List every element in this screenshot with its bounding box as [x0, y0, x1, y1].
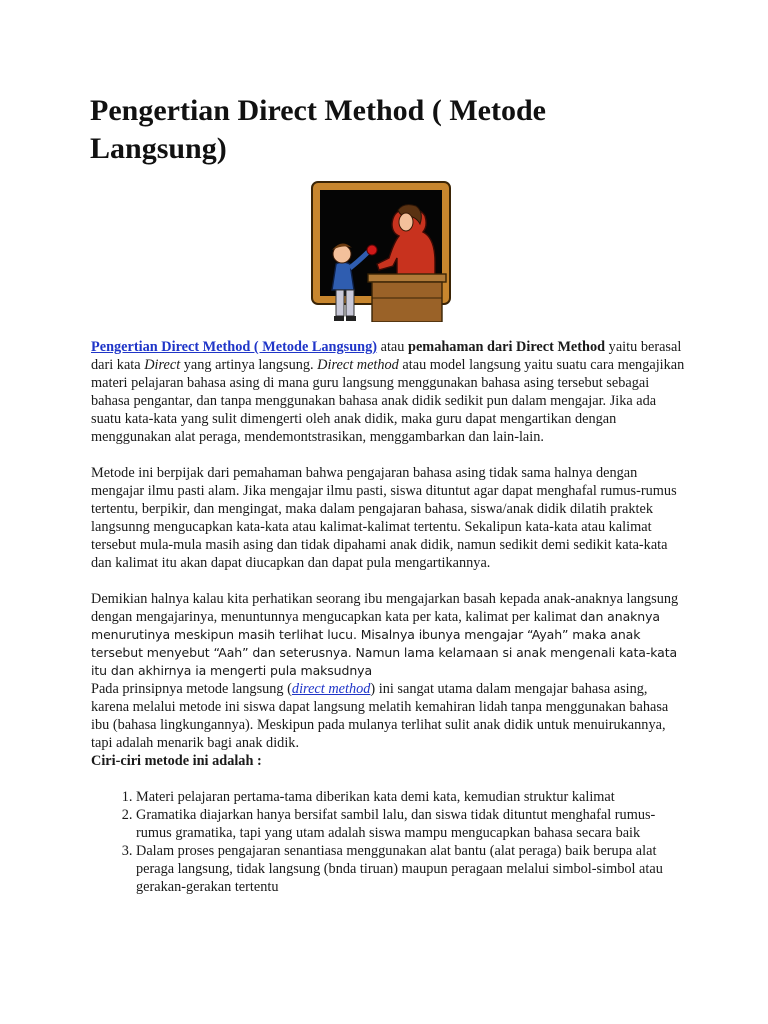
- direct-method-paragraph: Pada prinsipnya metode langsung (direct method) ini sangat utama dalam mengajar bahasa asing, karena melalui metode ini siswa dapat langsung melatih kemahiran lidah tanpa menggunakan bahasa ibu (bahasa lingkungannya). Meskipun pada mulanya terlihat sulit anak didik untuk menuirukannya, tapi adalah menarik bagi anak didik.: [91, 681, 669, 751]
- teacher-student-illustration: [310, 180, 452, 322]
- bold-phrase: pemahaman dari Direct Method: [408, 339, 606, 355]
- principle-paragraph: Metode ini berpijak dari pemahaman bahwa pengajaran bahasa asing tidak sama halnya dengan mengajar ilmu pasti alam. Jika mengajar ilmu pasti, siswa dituntut agar dapat menghafal rumus-rumus tertentu, berpikir, dan mengingat, maka dalam pengajaran bahasa, siswa/anak didik dilatih praktek langsunng mengucapkan kata-kata atau kalimat-kalimat tertentu. Sekalipun kata-kata atau kalimat tersebut mula-mula masih asing dan tidak dipahami anak didik, namun sedikit demi sedikit kata-kata dan kalimat itu akan dapat diucapkan dan dapat pula mengartikannya.: [91, 465, 677, 571]
- features-list: [91, 788, 687, 896]
- list-item: 2. Gramatika diajarkan hanya bersifat sambil lalu, dan siswa tidak dituntut menghafal rumus-rumus gramatika, tapi yang utam adalah siswa mampu mengucapkan bahasa secara baik: [136, 806, 687, 842]
- article-body: [91, 338, 687, 896]
- list-item: 1. Materi pelajaran pertama-tama diberikan kata demi kata, kemudian struktur kalimat: [136, 788, 687, 806]
- features-heading: Ciri-ciri metode ini adalah :: [91, 753, 262, 769]
- direct-method-link[interactable]: direct method: [291, 681, 371, 697]
- intro-paragraph: Pengertian Direct Method ( Metode Langsung) atau pemahaman dari Direct Method yaitu berasal dari kata Direct yang artinya langsung. Direct method atau model langsung yaitu suatu cara mengajikan materi pelajaran bahasa asing di mana guru langsung menggunakan bahasa asing tersebut sebagai bahasa pengantar, dan tanpa menggunakan bahasa anak didik sedikit pun dalam mengajar. Jika ada suatu kata-kata yang sulit dimengerti oleh anak didik, maka guru dapat mengartikan dengan menggunakan alat peraga, mendemontstrasikan, menggambarkan dan lain-lain.: [91, 339, 685, 445]
- list-item: 3. Dalam proses pengajaran senantiasa menggunakan alat bantu (alat peraga) baik berupa alat peraga langsung, tidak langsung (bnda tiruan) maupun peragaan melalui simbol-simbol atau gerakan-gerakan tertentu: [136, 842, 687, 896]
- definition-link[interactable]: Pengertian Direct Method ( Metode Langsung): [91, 339, 378, 355]
- mother-example-paragraph: Demikian halnya kalau kita perhatikan seorang ibu mengajarkan basah kepada anak-anaknya langsung dengan mengajarinya, menuntunnya mengucapkan kata per kata, kalimat per kalimat dan anaknya menurutinya meskipun masih terlihat lucu. Misalnya ibunya mengajar “Ayah” maka anak tersebut menyebut “Aah” dan seterusnya. Namun lama kelamaan si anak mengenali kata-kata itu dan akhirnya ia mengerti pula maksudnya: [91, 591, 679, 678]
- page-title: Pengertian Direct Method ( Metode Langsung): [90, 94, 546, 165]
